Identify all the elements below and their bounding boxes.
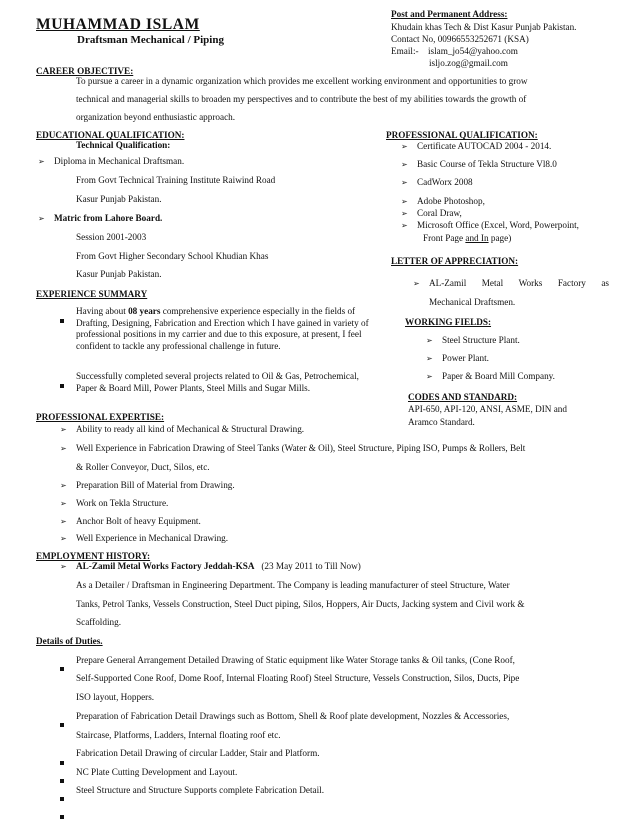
appreciation-line: Mechanical Draftsmen. — [429, 297, 516, 307]
duty-line: Preparation of Fabrication Detail Drawings such as Bottom, Shell & Roof plate development, Nozzles & Accessories, — [76, 711, 510, 721]
duty-line: Steel Structure and Structure Supports complete Fabrication Detail. — [76, 785, 324, 795]
qualification-item: ➢ Adobe Photoshop, — [401, 196, 485, 206]
square-bullet-icon — [60, 377, 64, 395]
expertise-item: ➢ Well Experience in Mechanical Drawing. — [60, 533, 229, 543]
appreciation-arrow — [413, 278, 429, 288]
arrow-bullet-icon: ➢ — [60, 481, 67, 490]
working-field-item: ➢ Power Plant. — [426, 353, 489, 363]
expertise-item: ➢ Well Experience in Fabrication Drawing of Steel Tanks (Water & Oil), Steel Structure, Piping ISO, Pumps & Rollers, Belt — [60, 443, 526, 453]
matric-detail: From Govt Higher Secondary School Khudian Khas — [76, 251, 269, 261]
codes-line: Aramco Standard. — [408, 417, 475, 427]
appreciation-line: AL-Zamil Metal Works Factory as — [429, 278, 609, 288]
working-field-item: ➢ Paper & Board Mill Company. — [426, 371, 555, 381]
candidate-name: MUHAMMAD ISLAM — [36, 16, 200, 33]
experience-summary-item: Successfully completed several projects related to Oil & Gas, Petrochemical, Paper & Board Mill, Power Plants, Steel Mills and Sugar Mills. — [76, 371, 359, 393]
professional-qualification-heading: PROFESSIONAL QUALIFICATION: — [386, 130, 538, 140]
experience-summary-item: Having about 08 years comprehensive experience especially in the fields of Drafting, Designing, Fabrication and Erection which I have gained in variety of professional positions in my carrier and due to this exposure, at present, I feel confident to tackle any professional challenge in future. — [76, 306, 369, 351]
career-line: To pursue a career in a dynamic organization which provides me excellent working environment and opportunities to grow — [76, 76, 528, 86]
arrow-bullet-icon: ➢ — [401, 160, 408, 169]
arrow-bullet-icon: ➢ — [401, 221, 408, 230]
square-bullet-icon — [60, 772, 64, 790]
technical-qualification-heading: Technical Qualification: — [76, 140, 171, 150]
square-bullet-icon — [60, 312, 64, 330]
arrow-bullet-icon: ➢ — [38, 214, 45, 223]
education-heading: EDUCATIONAL QUALIFICATION: — [36, 130, 185, 140]
arrow-bullet-icon: ➢ — [60, 425, 67, 434]
duty-line: Self-Supported Cone Roof, Dome Roof, Internal Floating Roof) Steel Structure, Vessels Construction, Silos, Ducts, Pipe — [76, 673, 520, 683]
email-secondary[interactable]: isljo.zog@gmail.com — [429, 58, 508, 68]
address-title: Post and Permanent Address: — [391, 9, 508, 19]
arrow-bullet-icon: ➢ — [401, 209, 408, 218]
qualification-item: ➢ Coral Draw, — [401, 208, 462, 218]
expertise-item: ➢ Preparation Bill of Material from Drawing. — [60, 480, 235, 490]
diploma-detail: Kasur Punjab Pakistan. — [76, 194, 162, 204]
arrow-bullet-icon: ➢ — [426, 354, 433, 363]
employment-description: Tanks, Petrol Tanks, Vessels Construction, Steel Duct piping, Silos, Hoppers, Air Ducts, Jacking system and Civil work & — [76, 599, 525, 609]
diploma-detail: From Govt Technical Training Institute Raiwind Road — [76, 175, 276, 185]
matric-item: ➢ Matric from Lahore Board. — [38, 213, 163, 223]
duty-line: Fabrication Detail Drawing of circular Ladder, Stair and Platform. — [76, 748, 320, 758]
career-objective-heading: CAREER OBJECTIVE: — [36, 66, 134, 76]
email-primary[interactable]: islam_jo54@yahoo.com — [428, 46, 518, 56]
arrow-bullet-icon: ➢ — [426, 372, 433, 381]
qualification-item: ➢ CadWorx 2008 — [401, 177, 473, 187]
arrow-bullet-icon: ➢ — [401, 142, 408, 151]
experience-summary-heading: EXPERIENCE SUMMARY — [36, 289, 148, 299]
matric-detail: Session 2001-2003 — [76, 232, 147, 242]
qualification-item: ➢ Basic Course of Tekla Structure Vl8.0 — [401, 159, 557, 169]
arrow-bullet-icon: ➢ — [60, 499, 67, 508]
duty-line: NC Plate Cutting Development and Layout. — [76, 767, 238, 777]
square-bullet-icon — [60, 790, 64, 808]
expertise-item: ➢ Anchor Bolt of heavy Equipment. — [60, 516, 201, 526]
square-bullet-icon — [60, 660, 64, 678]
arrow-bullet-icon: ➢ — [401, 178, 408, 187]
working-fields-heading: WORKING FIELDS: — [405, 317, 492, 327]
working-field-item: ➢ Steel Structure Plant. — [426, 335, 520, 345]
duty-line: Staircase, Platforms, Ladders, Internal floating roof etc. — [76, 730, 281, 740]
duty-line: Prepare General Arrangement Detailed Drawing of Static equipment like Water Storage tanks & Oil tanks, (Cone Roof, — [76, 655, 515, 665]
expertise-item: ➢ Ability to ready all kind of Mechanical & Structural Drawing. — [60, 424, 305, 434]
square-bullet-icon — [60, 754, 64, 772]
duty-line: ISO layout, Hoppers. — [76, 692, 155, 702]
employment-history-heading: EMPLOYMENT HISTORY: — [36, 551, 151, 561]
appreciation-heading: LETTER OF APPRECIATION: — [391, 256, 519, 266]
arrow-bullet-icon: ➢ — [38, 157, 45, 166]
qualification-item-continued: Front Page and In page) — [423, 233, 512, 243]
duties-heading: Details of Duties. — [36, 636, 103, 646]
qualification-item: ➢ Microsoft Office (Excel, Word, Powerpoint, — [401, 220, 579, 230]
arrow-bullet-icon: ➢ — [60, 562, 67, 571]
square-bullet-icon — [60, 808, 64, 826]
arrow-bullet-icon: ➢ — [401, 197, 408, 206]
arrow-bullet-icon: ➢ — [60, 534, 67, 543]
codes-heading: CODES AND STANDARD: — [408, 392, 518, 402]
expertise-heading: PROFESSIONAL EXPERTISE: — [36, 412, 165, 422]
expertise-item-continued: & Roller Conveyor, Duct, Silos, etc. — [76, 462, 210, 472]
codes-line: API-650, API-120, ANSI, ASME, DIN and — [408, 404, 567, 414]
diploma-item: ➢ Diploma in Mechanical Draftsman. — [38, 156, 185, 166]
address-line: Khudain khas Tech & Dist Kasur Punjab Pakistan. — [391, 22, 577, 32]
arrow-bullet-icon: ➢ — [426, 336, 433, 345]
arrow-bullet-icon: ➢ — [60, 517, 67, 526]
expertise-item: ➢ Work on Tekla Structure. — [60, 498, 169, 508]
career-line: technical and managerial skills to broaden my perspectives and to contribute the best of my abilities towards the growth of — [76, 94, 527, 104]
employer-line: ➢ AL-Zamil Metal Works Factory Jeddah-KSA (23 May 2011 to Till Now) — [60, 561, 361, 571]
square-bullet-icon — [60, 716, 64, 734]
designation: Draftsman Mechanical / Piping — [77, 34, 224, 46]
arrow-bullet-icon: ➢ — [60, 444, 67, 453]
arrow-bullet-icon: ➢ — [413, 279, 420, 288]
career-line: organization beyond enthusiastic approach. — [76, 112, 236, 122]
qualification-item: ➢ Certificate AUTOCAD 2004 - 2014. — [401, 141, 552, 151]
employment-description: As a Detailer / Draftsman in Engineering Department. The Company is leading manufacturer of steel Structure, Water — [76, 580, 510, 590]
contact-number: Contact No, 00966553252671 (KSA) — [391, 34, 529, 44]
employment-description: Scaffolding. — [76, 617, 121, 627]
email-label: Email:- — [391, 46, 419, 56]
matric-detail: Kasur Punjab Pakistan. — [76, 269, 162, 279]
